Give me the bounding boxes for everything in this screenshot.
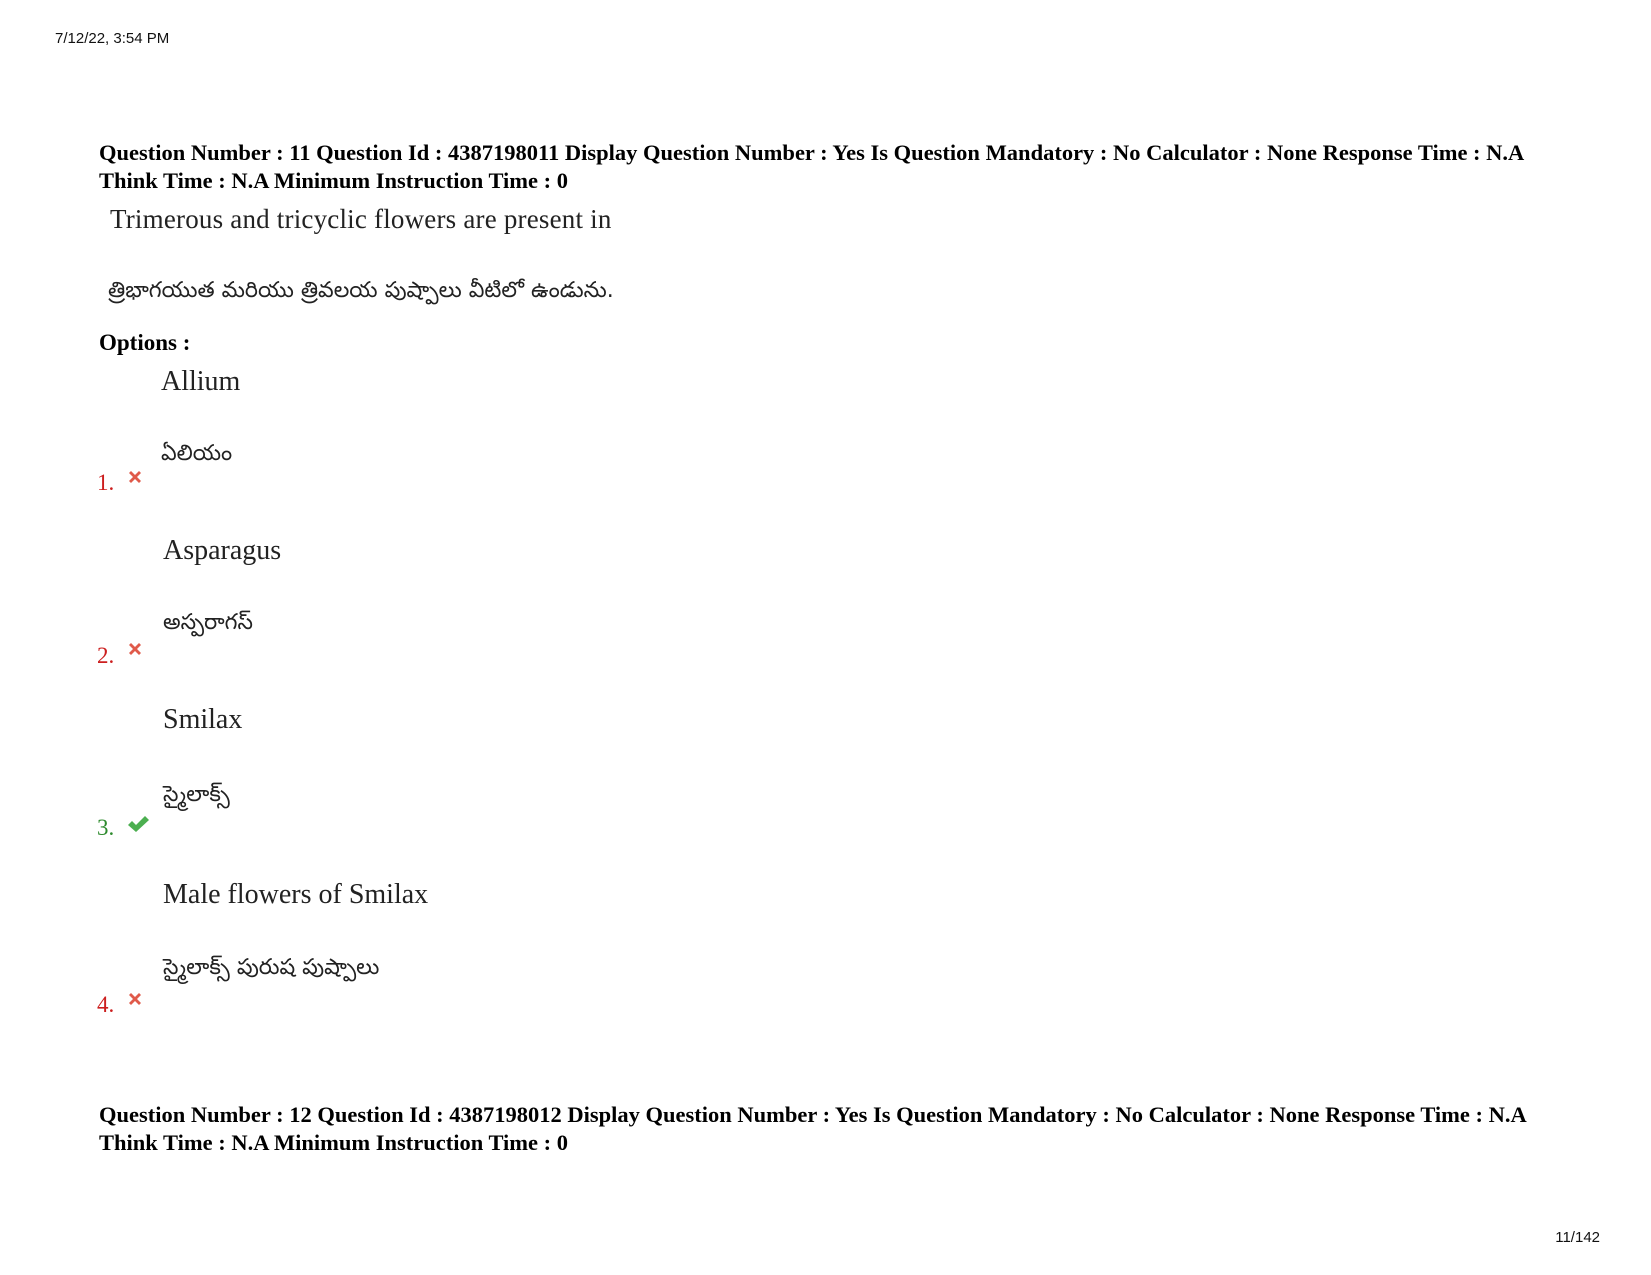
check-icon <box>126 814 150 834</box>
cross-icon <box>126 640 144 658</box>
question-text-telugu: త్రిభాగయుత మరియు త్రివలయ పుష్పాలు వీటిలో ఉండును. <box>108 278 614 303</box>
page-number: 11/142 <box>1555 1229 1600 1246</box>
cross-icon <box>126 990 144 1008</box>
question-11-meta: Question Number : 11 Question Id : 4387198011 Display Question Number : Yes Is Question Mandatory : No Calculator : None Response Time : N.A Think Time : N.A Minimum Instruction Time : 0 <box>99 140 1524 193</box>
cross-icon <box>126 468 144 486</box>
option-4-telugu: స్మైలాక్స్ పురుష పుష్పాలు <box>163 955 380 980</box>
options-label: Options : <box>99 330 191 355</box>
question-12-meta: Question Number : 12 Question Id : 4387198012 Display Question Number : Yes Is Question Mandatory : No Calculator : None Response Time : N.A Think Time : N.A Minimum Instruction Time : 0 <box>99 1102 1526 1155</box>
option-1-english: Allium <box>161 366 241 397</box>
question-text-english: Trimerous and tricyclic flowers are present in <box>110 204 612 234</box>
option-1-number: 1. <box>97 470 115 495</box>
print-date: 7/12/22, 3:54 PM <box>55 30 170 47</box>
option-2-telugu: అస్పరాగస్ <box>163 610 253 635</box>
option-4-english: Male flowers of Smilax <box>163 879 429 910</box>
option-2-english: Asparagus <box>163 535 282 566</box>
option-4-number: 4. <box>97 992 115 1017</box>
option-3-number: 3. <box>97 815 115 840</box>
option-3-telugu: స్మైలాక్స్ <box>163 782 230 807</box>
option-1-telugu: ఏలియం <box>161 441 233 466</box>
option-2-number: 2. <box>97 643 115 668</box>
option-3-english: Smilax <box>163 704 243 735</box>
